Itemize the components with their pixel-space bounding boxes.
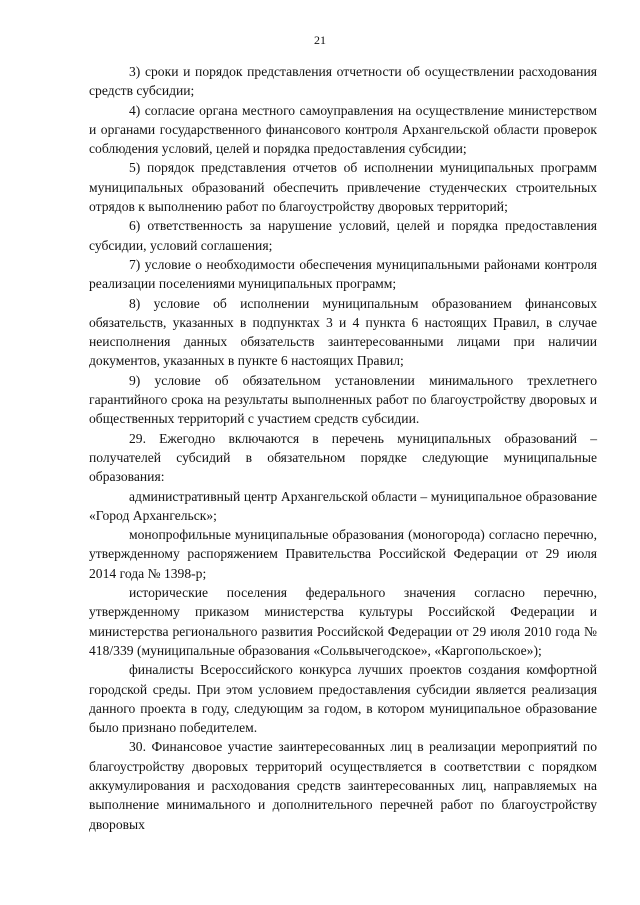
paragraph-item-5: 5) порядок представления отчетов об исполнении муниципальных программ муниципальных образований обеспечить привлечение студенческих строительных отрядов к выполнению работ по благоустройству дворовых территорий; [89, 160, 597, 215]
paragraph-section-29: 29. Ежегодно включаются в перечень муниципальных образований – получателей субсидий в обязательном порядке следующие муниципальные образования: [89, 430, 597, 485]
paragraph-contest-finalists: финалисты Всероссийского конкурса лучших проектов создания комфортной городской среды. При этом условием предоставления субсидии является реализация данного проекта в году, следующим за годом, в котором муниципальное образование было признано победителем. [89, 662, 597, 736]
paragraph-section-30: 30. Финансовое участие заинтересованных лиц в реализации мероприятий по благоустройству дворовых территорий осуществляется в соответствии с порядком аккумулирования и расходования средств заинтересованных лиц, направляемых на выполнение минимального и дополнительного перечней работ по благоустройству дворовых [89, 739, 597, 832]
paragraph-monotowns: монопрофильные муниципальные образования (моногорода) согласно перечню, утвержденному распоряжением Правительства Российской Федерации от 29 июля 2014 года № 1398-р; [89, 527, 597, 581]
paragraph-item-8: 8) условие об исполнении муниципальным образованием финансовых обязательств, указанных в подпунктах 3 и 4 пункта 6 настоящих Правил, в случае неисполнения данных обязательств заинтересованными лицами при наличии документов, указанных в пункте 6 настоящих Правил; [89, 295, 597, 369]
document-body [89, 62, 597, 834]
page-number: 21 [314, 33, 326, 47]
paragraph-item-7: 7) условие о необходимости обеспечения муниципальными районами контроля реализации поселениями муниципальных программ; [89, 256, 597, 292]
paragraph-item-9: 9) условие об обязательном установлении минимального трехлетнего гарантийного срока на результаты выполненных работ по благоустройству дворовых и общественных территорий с участием средств субсидии. [89, 372, 597, 427]
paragraph-item-6: 6) ответственность за нарушение условий, целей и порядка предоставления субсидии, условий соглашения; [89, 218, 597, 253]
paragraph-historic-settlements: исторические поселения федерального значения согласно перечню, утвержденному приказом министерства культуры Российской Федерации и министерства регионального развития Российской Федерации от 29 июля 2010 года № 418/339 (муниципальные образования «Сольвычегодское», «Каргопольское»); [89, 585, 597, 658]
paragraph-item-4: 4) согласие органа местного самоуправления на осуществление министерством и органами государственного финансового контроля Архангельской области проверок соблюдения условий, целей и порядка предоставления субсидии; [89, 102, 597, 157]
paragraph-arkhangelsk: административный центр Архангельской области – муниципальное образование «Город Архангельск»; [89, 488, 597, 523]
paragraph-item-3: 3) сроки и порядок представления отчетности об осуществлении расходования средств субсидии; [89, 64, 597, 99]
